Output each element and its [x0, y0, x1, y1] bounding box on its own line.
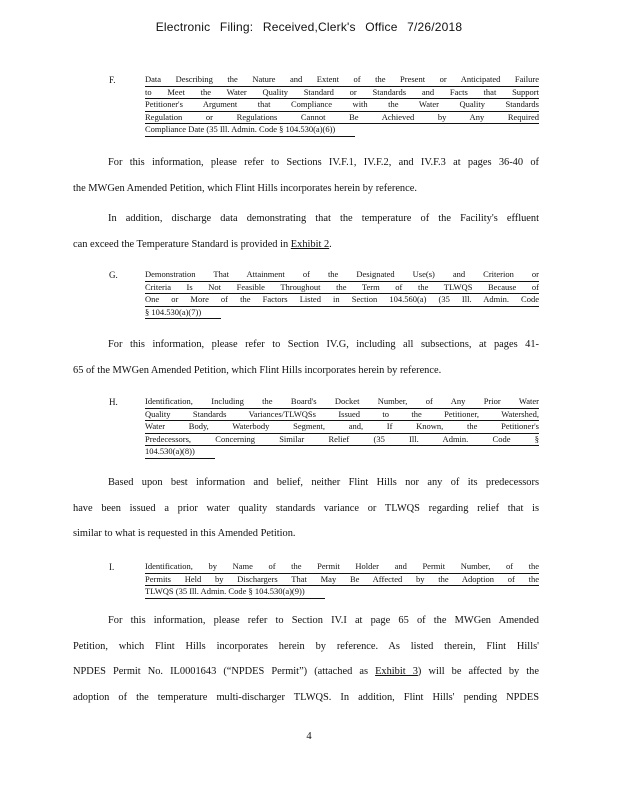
heading-line: TLWQS (35 Ill. Admin. Code § 104.530(a)(9))	[145, 586, 325, 599]
heading-line: Demonstration That Attainment of the Designated Use(s) and Criterion or	[145, 269, 539, 282]
heading-line: One or More of the Factors Listed in Section 104.560(a) (35 Ill. Admin. Code	[145, 294, 539, 307]
paragraph-line: have been issued a prior water quality standards variance or TLWQS regarding relief that is	[73, 502, 539, 514]
exhibit-3-link[interactable]: Exhibit 3	[375, 666, 418, 678]
heading-line: Identification, by Name of the Permit Holder and Permit Number, of the	[145, 561, 539, 574]
heading-line: Regulation or Regulations Cannot Be Achieved by Any Required	[145, 112, 539, 125]
paragraph-h	[73, 470, 539, 547]
paragraph-line: the MWGen Amended Petition, which Flint Hills incorporates herein by reference.	[73, 182, 417, 194]
filing-header: Electronic Filing: Received,Clerk's Office 7/26/2018	[155, 20, 463, 34]
page-number: 4	[306, 731, 312, 742]
paragraph-line: adoption of the temperature multi-discharger TLWQS. In addition, Flint Hills' pending NPDES	[73, 692, 539, 704]
heading-line: Criteria Is Not Feasible Throughout the Term of the TLWQS Because of	[145, 282, 539, 295]
heading-line: Water Body, Waterbody Segment, and, If Known, the Petitioner's	[145, 421, 539, 434]
paragraph-line: For this information, please refer to Section IV.I at page 65 of the MWGen Amended	[108, 615, 539, 626]
paragraph-line: Petition, which Flint Hills incorporates herein by reference. As listed therein, Flint Hills'	[73, 640, 539, 652]
exhibit-2-link[interactable]: Exhibit 2	[290, 238, 330, 250]
heading-line: Compliance Date (35 Ill. Admin. Code § 104.530(a)(6))	[145, 124, 355, 137]
heading-line: to Meet the Water Quality Standard or Standards and Facts that Support	[145, 87, 539, 100]
section-letter: F.	[109, 75, 116, 85]
paragraph-line: similar to what is requested in this Amended Petition.	[73, 528, 296, 540]
paragraph-f-2	[73, 206, 539, 257]
heading-line: 104.530(a)(8))	[145, 446, 215, 459]
paragraph-line: NPDES Permit No. IL0001643 (“NPDES Permit”) (attached as Exhibit 3) will be affected by the	[73, 666, 539, 678]
heading-line: Predecessors, Concerning Similar Relief (35 Ill. Admin. Code §	[145, 434, 539, 447]
section-letter: H.	[109, 397, 118, 407]
paragraph-line: can exceed the Temperature Standard is provided in Exhibit 2.	[73, 238, 332, 250]
heading-line: Quality Standards Variances/TLWQSs Issued to the Petitioner, Watershed,	[145, 409, 539, 422]
paragraph-line: For this information, please refer to Section IV.G, including all subsections, at pages 41-	[108, 339, 539, 350]
paragraph-line: Based upon best information and belief, neither Flint Hills nor any of its predecessors	[108, 477, 539, 488]
section-letter: I.	[109, 562, 115, 572]
paragraph-i	[73, 608, 539, 711]
paragraph-f-1	[73, 150, 539, 201]
section-letter: G.	[109, 270, 118, 280]
heading-line: § 104.530(a)(7))	[145, 307, 221, 320]
paragraph-g	[73, 332, 539, 383]
heading-line: Identification, Including the Board's Docket Number, of Any Prior Water	[145, 396, 539, 409]
heading-line: Petitioner's Argument that Compliance with the Water Quality Standards	[145, 99, 539, 112]
paragraph-line: For this information, please refer to Sections IV.F.1, IV.F.2, and IV.F.3 at pages 36-40 of	[108, 157, 539, 168]
heading-line: Data Describing the Nature and Extent of the Present or Anticipated Failure	[145, 74, 539, 87]
paragraph-line: 65 of the MWGen Amended Petition, which Flint Hills incorporates herein by reference.	[73, 364, 442, 376]
heading-line: Permits Held by Dischargers That May Be Affected by the Adoption of the	[145, 574, 539, 587]
paragraph-line: In addition, discharge data demonstrating that the temperature of the Facility's effluent	[108, 213, 539, 224]
